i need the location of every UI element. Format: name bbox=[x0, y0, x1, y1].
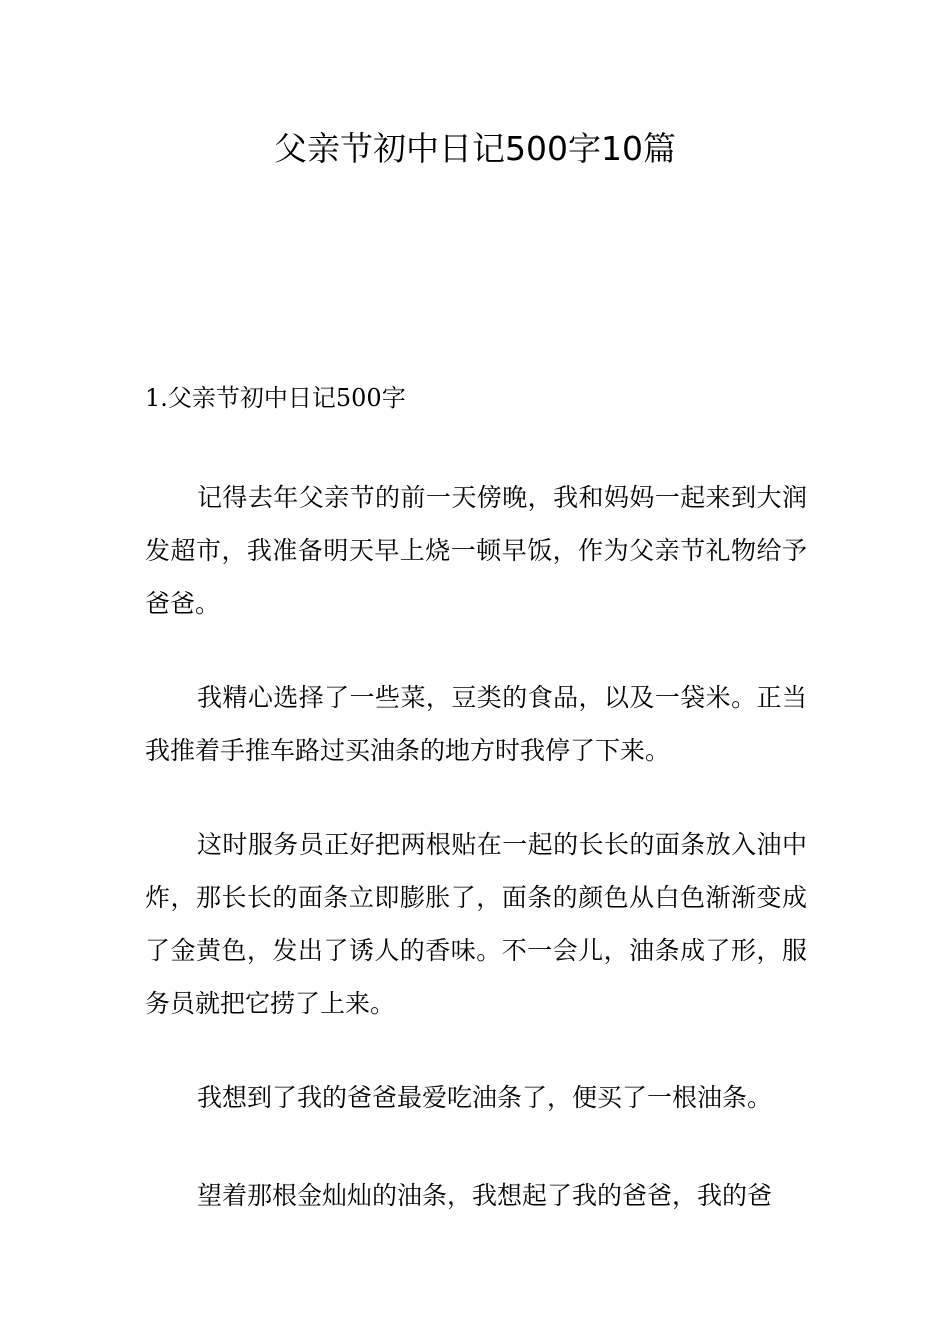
paragraph-5: 望着那根金灿灿的油条，我想起了我的爸爸，我的爸 bbox=[197, 1181, 773, 1210]
paragraph-2: 我精心选择了一些菜，豆类的食品，以及一袋米。正当我推着手推车路过买油条的地方时我停了下来。 bbox=[145, 683, 807, 765]
paragraph-4: 我想到了我的爸爸最爱吃油条了，便买了一根油条。 bbox=[197, 1083, 773, 1112]
section-heading: 1.父亲节初中日记500字 bbox=[145, 384, 406, 412]
paragraph-3: 这时服务员正好把两根贴在一起的长长的面条放入油中炸，那长长的面条立即膨胀了，面条的颜色从白色渐渐变成了金黄色，发出了诱人的香味。不一会儿，油条成了形，服务员就把它捞了上来。 bbox=[145, 830, 807, 1018]
paragraph-1: 记得去年父亲节的前一天傍晚，我和妈妈一起来到大润发超市，我准备明天早上烧一顿早饭，作为父亲节礼物给予爸爸。 bbox=[145, 483, 807, 618]
document-title: 父亲节初中日记500字10篇 bbox=[274, 129, 676, 168]
